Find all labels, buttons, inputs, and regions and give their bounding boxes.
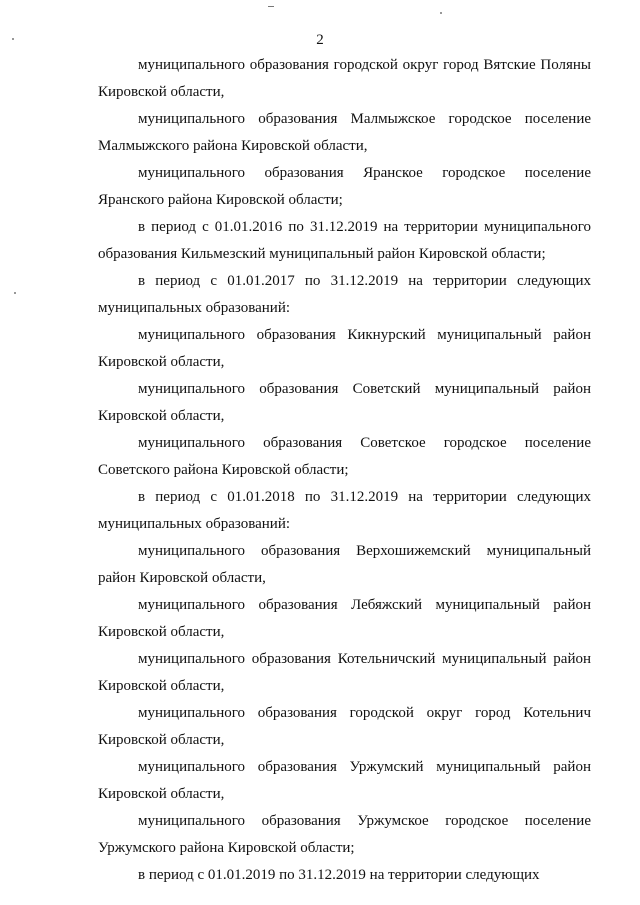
paragraph-15: муниципального образования Уржумское городское поселение Уржумского района Кировской области; bbox=[98, 813, 591, 856]
scan-speck bbox=[12, 38, 14, 40]
paragraph-9: в период с 01.01.2018 по 31.12.2019 на территории следующих муниципальных образований: bbox=[98, 489, 591, 532]
scan-speck bbox=[440, 12, 442, 14]
paragraph-6: муниципального образования Кикнурский муниципальный район Кировской области, bbox=[98, 327, 591, 370]
scan-speck bbox=[268, 6, 274, 7]
paragraph-11: муниципального образования Лебяжский муниципальный район Кировской области, bbox=[98, 597, 591, 640]
paragraph-7: муниципального образования Советский муниципальный район Кировской области, bbox=[98, 381, 591, 424]
paragraph-5: в период с 01.01.2017 по 31.12.2019 на территории следующих муниципальных образований: bbox=[98, 273, 591, 316]
paragraph-12: муниципального образования Котельничский муниципальный район Кировской области, bbox=[98, 651, 591, 694]
paragraph-2: муниципального образования Малмыжское городское поселение Малмыжского района Кировской области, bbox=[98, 111, 591, 154]
paragraph-16: в период с 01.01.2019 по 31.12.2019 на территории следующих bbox=[138, 867, 540, 883]
paragraph-14: муниципального образования Уржумский муниципальный район Кировской области, bbox=[98, 759, 591, 802]
paragraph-13: муниципального образования городской округ город Котельнич Кировской области, bbox=[98, 705, 591, 748]
body-text bbox=[98, 52, 591, 889]
paragraph-10: муниципального образования Верхошижемский муниципальный район Кировской области, bbox=[98, 543, 591, 586]
scan-speck bbox=[14, 292, 16, 294]
paragraph-8: муниципального образования Советское городское поселение Советского района Кировской области; bbox=[98, 435, 591, 478]
paragraph-1: муниципального образования городской округ город Вятские Поляны Кировской области, bbox=[98, 57, 591, 100]
paragraph-4: в период с 01.01.2016 по 31.12.2019 на территории муниципального образования Кильмезский муниципальный район Кировской области; bbox=[98, 219, 591, 262]
paragraph-3: муниципального образования Яранское городское поселение Яранского района Кировской области; bbox=[98, 165, 591, 208]
page-number: 2 bbox=[316, 32, 324, 48]
